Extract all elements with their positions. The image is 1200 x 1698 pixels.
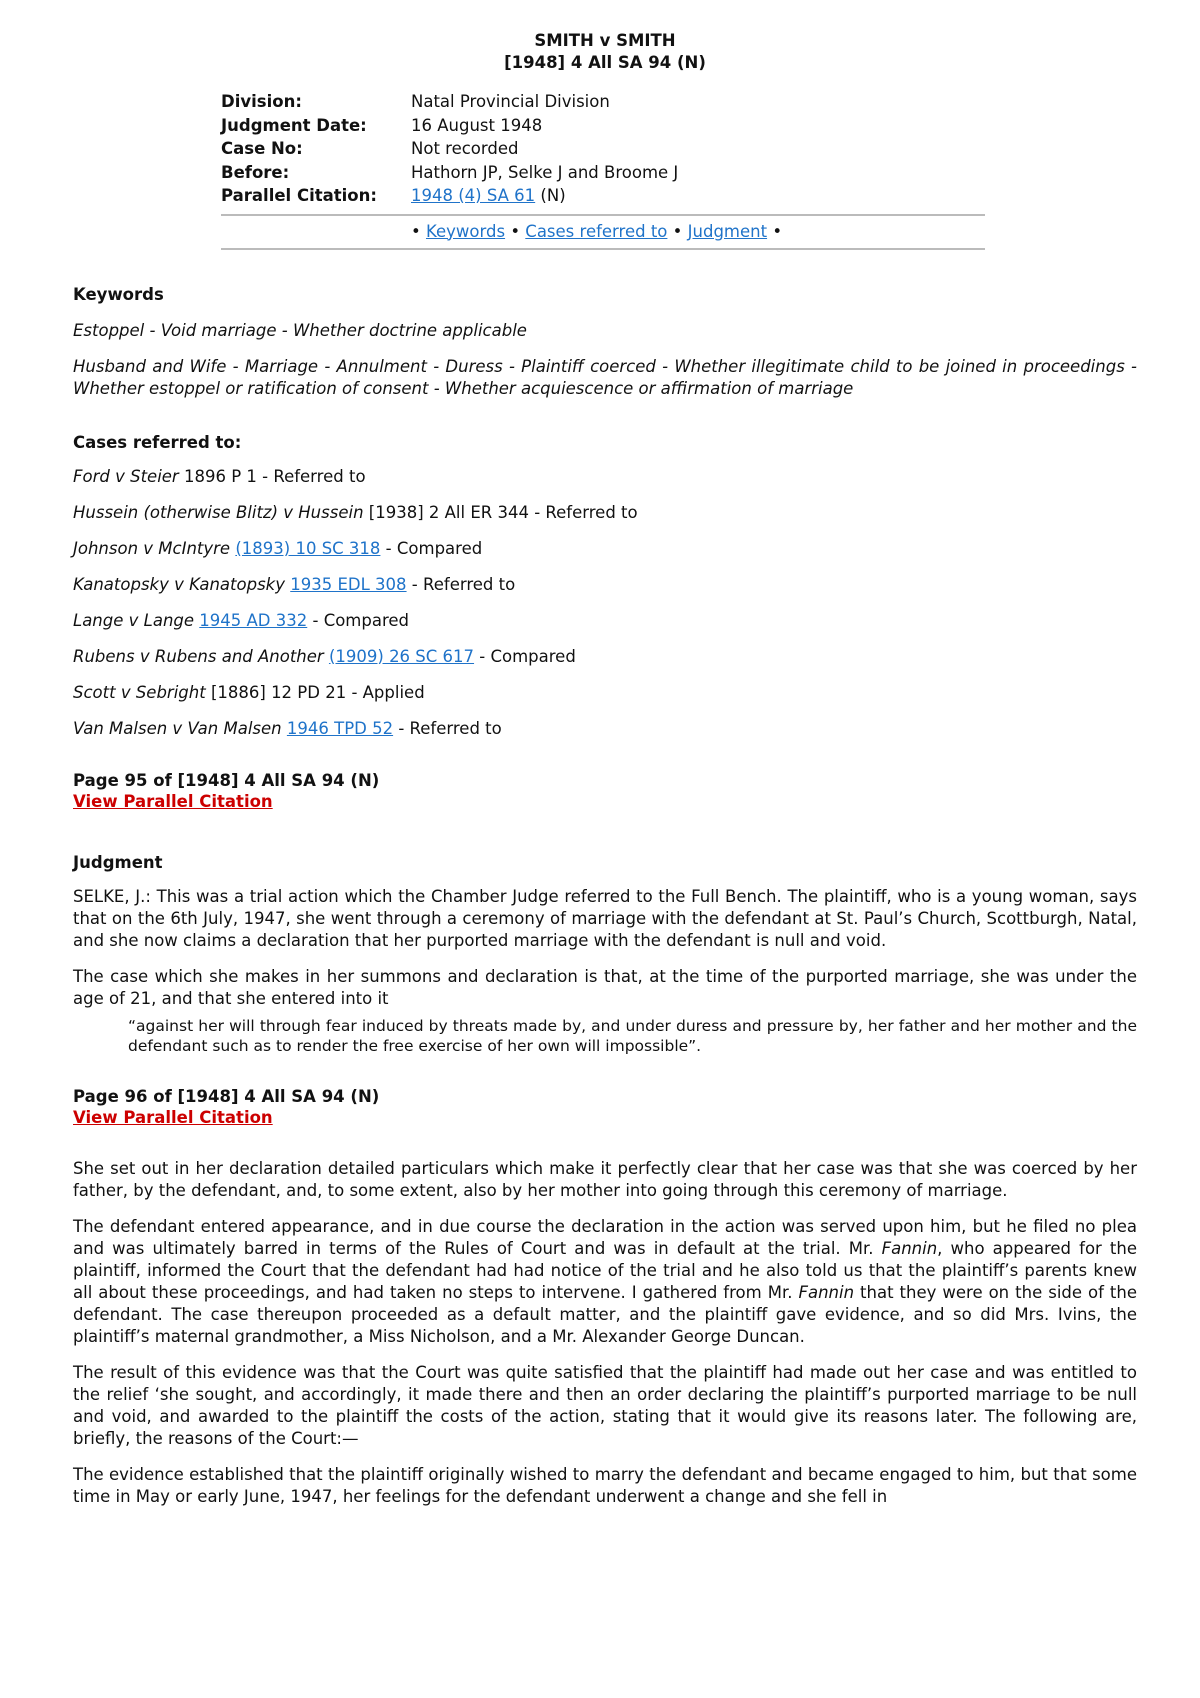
nav-cases-link[interactable]: Cases referred to xyxy=(525,221,668,241)
case-citation-link[interactable]: (1909) 26 SC 617 xyxy=(328,646,475,666)
judgment-paragraph: The evidence established that the plaintiff originally wished to marry the defendant and became engaged to him, but that some time in May or early June, 1947, her feelings for the defendant underwent a change and she fell in xyxy=(73,1464,1137,1506)
parallel-citation-suffix: (N) xyxy=(540,186,566,205)
case-item xyxy=(73,610,1137,632)
meta-key: Division: xyxy=(221,92,302,111)
case-title xyxy=(73,30,1137,74)
case-name: Rubens v Rubens and Another xyxy=(73,646,324,666)
divider xyxy=(221,248,985,250)
case-item xyxy=(73,538,1137,560)
case-treatment: - Compared xyxy=(380,538,483,558)
meta-value: 16 August 1948 xyxy=(411,115,543,135)
case-citation: [1886] 12 PD 21 xyxy=(210,682,347,702)
meta-value: Natal Provincial Division xyxy=(411,92,610,111)
meta-key: Case No: xyxy=(221,139,303,158)
meta-key: Before: xyxy=(221,162,290,182)
case-name: Kanatopsky v Kanatopsky xyxy=(73,574,285,594)
case-name: Van Malsen v Van Malsen xyxy=(73,718,282,738)
parallel-citation-link[interactable]: 1948 (4) SA 61 xyxy=(411,186,536,205)
document xyxy=(73,30,1137,1508)
case-citation: [1948] 4 All SA 94 (N) xyxy=(504,53,706,72)
case-treatment: - Referred to xyxy=(393,718,502,738)
cases-list xyxy=(73,466,1137,740)
case-treatment: - Referred to xyxy=(256,466,366,486)
keywords-heading: Keywords xyxy=(73,284,164,304)
judgment-heading: Judgment xyxy=(73,852,163,872)
case-item xyxy=(73,646,1137,668)
case-citation-link[interactable]: 1945 AD 332 xyxy=(199,610,308,630)
judgment-paragraph: SELKE, J.: This was a trial action which the Chamber Judge referred to the Full Bench. The plaintiff, who is a young woman, says that on the 6th July, 1947, she went through a ceremony of marriage with the defendant at St. Paul’s Church, Scottburgh, Natal, and she now claims a declaration that her purported marriage with the defendant is null and void. xyxy=(73,886,1137,950)
meta-row xyxy=(221,161,985,185)
case-name: Lange v Lange xyxy=(73,610,195,630)
page-marker-96 xyxy=(73,1086,1137,1128)
case-item xyxy=(73,682,1137,704)
quoted-passage: “against her will through fear induced by threats made by, and under duress and pressure by, her father and her mother and the defendant such as to render the free exercise of her own will impossible”. xyxy=(128,1016,1137,1055)
meta-row xyxy=(221,137,985,161)
section-nav: • Keywords • Cases referred to • Judgment • xyxy=(411,221,783,241)
meta-key: Judgment Date: xyxy=(221,115,367,135)
case-treatment: - Referred to xyxy=(406,574,516,594)
divider xyxy=(221,214,985,216)
case-name: Scott v Sebright xyxy=(73,682,206,702)
case-citation-link[interactable]: 1935 EDL 308 xyxy=(290,574,407,594)
nav-keywords-link[interactable]: Keywords xyxy=(425,221,506,241)
case-name: Ford v Steier xyxy=(73,466,179,486)
page-marker-95 xyxy=(73,770,1137,812)
keyword-line: Estoppel - Void marriage - Whether doctrine applicable xyxy=(73,320,527,340)
meta-row xyxy=(221,184,985,208)
nav-judgment-link[interactable]: Judgment xyxy=(687,221,768,241)
meta-row xyxy=(221,90,985,114)
view-parallel-citation-link[interactable]: View Parallel Citation xyxy=(73,791,273,811)
judgment-paragraph: The case which she makes in her summons and declaration is that, at the time of the purported marriage, she was under the age of 21, and that she entered into it xyxy=(73,966,1137,1008)
meta-row xyxy=(221,114,985,138)
case-item xyxy=(73,502,1137,524)
case-item xyxy=(73,466,1137,488)
case-treatment: - Compared xyxy=(474,646,576,666)
case-treatment: - Applied xyxy=(346,682,425,702)
metadata-panel xyxy=(221,90,985,250)
keyword-line: Husband and Wife - Marriage - Annulment - Duress - Plaintiff coerced - Whether illegitimate child to be joined in proceedings - Whether estoppel or ratification of consent - Whether acquiescence or affirmation of marriage xyxy=(73,356,1137,398)
page-label: Page 96 of [1948] 4 All SA 94 (N) xyxy=(73,1086,380,1106)
case-name: Johnson v McIntyre xyxy=(73,538,231,558)
judgment-paragraph: She set out in her declaration detailed particulars which make it perfectly clear that her case was that she was coerced by her father, by the defendant, and, to some extent, also by her mother into going through this ceremony of marriage. xyxy=(73,1158,1137,1200)
judgment-paragraph: The result of this evidence was that the Court was quite satisfied that the plaintiff had made out her case and was entitled to the relief ‘she sought, and accordingly, it made there and then an order declaring the plaintiff’s purported marriage to be null and void, and awarded to the plaintiff the costs of the action, stating that it would give its reasons later. The following are, briefly, the reasons of the Court:— xyxy=(73,1362,1137,1448)
cases-heading: Cases referred to: xyxy=(73,432,242,452)
meta-value: Hathorn JP, Selke J and Broome J xyxy=(411,162,679,182)
case-item xyxy=(73,718,1137,740)
case-citation-link[interactable]: 1946 TPD 52 xyxy=(286,718,394,738)
judgment-paragraph: The defendant entered appearance, and in due course the declaration in the action was served upon him, but he filed no plea and was ultimately barred in terms of the Rules of Court and was in default at the trial. Mr. Fannin, who appeared for the plaintiff, informed the Court that the defendant had had notice of the trial and he also told us that the plaintiff’s parents knew all about these proceedings, and had taken no steps to intervene. I gathered from Mr. Fannin that they were on the side of the defendant. The case thereupon proceeded as a default matter, and the plaintiff gave evidence, and so did Mrs. Ivins, the plaintiff’s maternal grandmother, a Miss Nicholson, and a Mr. Alexander George Duncan. xyxy=(73,1216,1138,1346)
view-parallel-citation-link[interactable]: View Parallel Citation xyxy=(73,1107,273,1127)
page-label: Page 95 of [1948] 4 All SA 94 (N) xyxy=(73,770,380,790)
case-name: SMITH v SMITH xyxy=(534,31,676,50)
case-name: Hussein (otherwise Blitz) v Hussein xyxy=(73,502,364,522)
case-treatment: - Referred to xyxy=(528,502,638,522)
case-item xyxy=(73,574,1137,596)
case-citation-link[interactable]: (1893) 10 SC 318 xyxy=(235,538,381,558)
case-citation: [1938] 2 All ER 344 xyxy=(368,502,529,522)
meta-key: Parallel Citation: xyxy=(221,186,377,205)
meta-value: Not recorded xyxy=(411,139,519,158)
case-citation: 1896 P 1 xyxy=(183,466,257,486)
case-treatment: - Compared xyxy=(307,610,410,630)
